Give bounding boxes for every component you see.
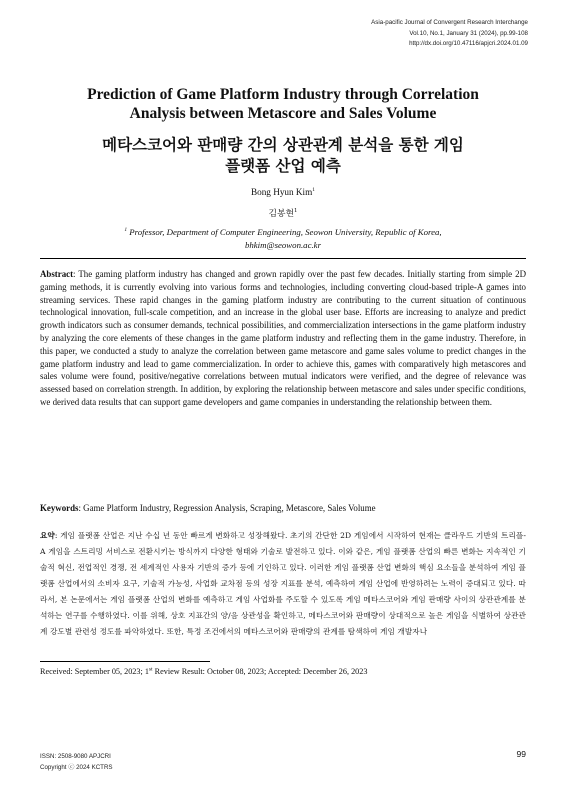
author-name-en-text: Bong Hyun Kim [250, 187, 313, 197]
korean-abstract-label: 요약 [40, 531, 55, 540]
author-name-english [0, 187, 566, 197]
journal-header [371, 18, 528, 50]
abstract-label: Abstract [40, 269, 74, 279]
received-post: Review Result: October 08, 2023; Accepted: December 26, 2023 [152, 667, 368, 676]
journal-name: Asia-pacific Journal of Convergent Research Interchange [371, 19, 528, 26]
keywords-label: Keywords [40, 503, 79, 513]
title-korean [40, 134, 526, 176]
top-divider [40, 258, 526, 259]
title-korean-line-1: 메타스코어와 판매량 간의 상관관계 분석을 통한 게임 [102, 135, 464, 154]
author-email[interactable]: bhkim@seowon.ac.kr [244, 240, 321, 250]
issn-block [40, 751, 113, 773]
author-name-korean [0, 206, 566, 219]
footnote-divider [40, 661, 210, 662]
author-sup: 1 [312, 186, 315, 193]
title-english [40, 86, 526, 123]
keywords-text: : Game Platform Industry, Regression Analysis, Scraping, Metascore, Sales Volume [78, 503, 376, 513]
abstract-section [40, 268, 526, 409]
journal-doi[interactable]: http://dx.doi.org/10.47116/apjcri.2024.01.09 [409, 40, 528, 47]
received-pre: Received: September 05, 2023; 1 [40, 667, 149, 676]
title-korean-line-2: 플랫폼 산업 예측 [225, 156, 341, 175]
page-number: 99 [516, 749, 526, 759]
abstract-text: : The gaming platform industry has changed and grown rapidly over the past few decades. Initially starting from simple 2D gaming methods, it is currently evolving into various forms and technologies, including converting cloud-based triple-A games into streaming services. These rapid changes in the gaming platform industry are contributing to the current situation of continuous technological innovation, full-scale competition, and an increase in the global user base. Efforts are increasing to analyze and predict growth indicators such as consumer demands, technical possibilities, and commercialization intersections in the game platform industry by analyzing the core elements of these changes in the game platform industry and reflecting them in the game industry. Therefore, in this paper, we conducted a study to analyze the correlation between game metascore and game sales volume to predict changes in the game platform industry and lead to game commercialization. In order to achieve this, games with comparatively high metascores and sales volume were found, positive/negative correlations between mutual indicators were verified, and the degree of relevance was assessed based on correlation strength. In addition, by exploring the relationship between metascore and sales under specific conditions, we derived data results that can support game developers and game companies in understanding the relationship between them. [40, 269, 526, 407]
korean-abstract-section [40, 528, 526, 640]
title-english-line-1: Prediction of Game Platform Industry through Correlation [87, 86, 479, 103]
copyright: Copyright ⓒ 2024 KCTRS [40, 764, 113, 771]
received-dates [40, 667, 367, 676]
author-affiliation [40, 226, 526, 252]
affiliation-text: Professor, Department of Computer Engineering, Seowon University, Republic of Korea, [129, 227, 442, 237]
journal-volume: Vol.10, No.1, January 31 (2024), pp.99-108 [409, 29, 528, 37]
affiliation-sup: 1 [124, 227, 128, 234]
korean-abstract-text: : 게임 플랫폼 산업은 지난 수십 년 동안 빠르게 변화하고 성장해왔다. 초기의 간단한 2D 게임에서 시작하여 현재는 클라우드 기반의 트리플-A 게임을 스트리밍 서비스로 전환시키는 방식까지 다양한 형태와 기술로 발전하고 있다. 이와 같은, 게임 플랫폼 산업의 빠른 변화는 지속적인 기술적 혁신, 전업적인 경쟁, 전 세계적인 사용자 기반의 증가 등에 기인하고 있다. 이러한 게임 플랫폼 산업 변화의 핵심 요소들을 분석하여 게임 플랫폼 산업에서의 소비자 요구, 기술적 가능성, 사업화 교차점 등의 성장 지표를 분석, 예측하여 게임 산업에 반영하려는 노력이 증대되고 있다. 따라서, 본 논문에서는 게임 플랫폼 산업의 변화를 예측하고 게임 사업화를 주도할 수 있도록 게임 메타스코어와 게임 판매량 사이의 상관관계를 분석하는 연구를 수행하였다. 이를 위해, 상호 지표간의 양/음 상관성을 확인하고, 메타스코어와 판매량이 상대적으로 높은 게임을 식별하여 상관관계 강도별 관련성 정도를 파악하였다. 또한, 특정 조건에서의 메타스코어와 판매량의 관계를 탐색하여 게임 개발자나 [40, 531, 526, 636]
issn: ISSN: 2508-9080 APJCRI [40, 753, 111, 760]
received-sup: st [148, 666, 153, 673]
author-name-ko-text: 김봉현 [268, 209, 294, 219]
title-english-line-2: Analysis between Metascore and Sales Volume [129, 104, 437, 122]
keywords-section [40, 502, 526, 515]
author-ko-sup: 1 [294, 208, 298, 215]
